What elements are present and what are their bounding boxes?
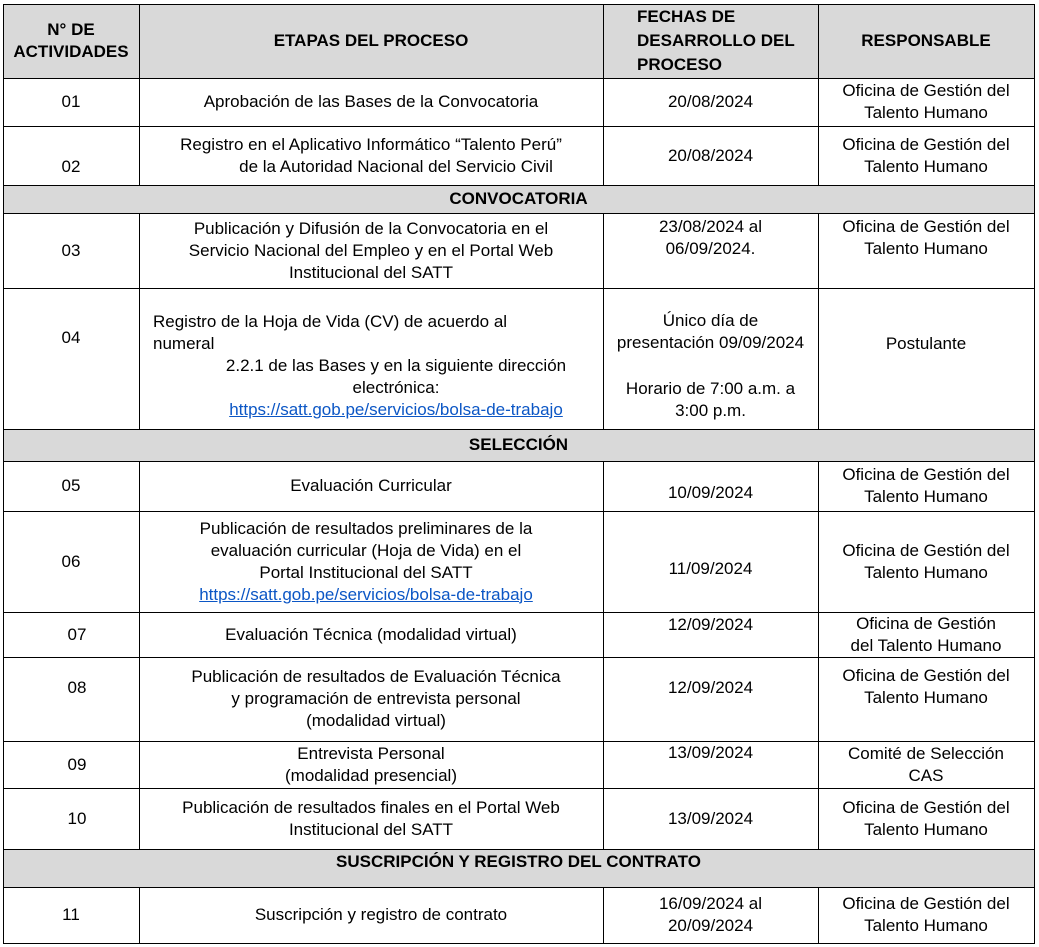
date-line: 3:00 p.m. xyxy=(675,401,746,420)
row-09-resp xyxy=(818,741,1034,788)
row-11-resp xyxy=(818,887,1034,943)
resp-line: Oficina de Gestión xyxy=(856,613,996,633)
date-line: 16/09/2024 al xyxy=(658,894,763,913)
stage-line: numeral xyxy=(153,334,215,353)
date-line: presentación 09/09/2024 xyxy=(616,333,805,352)
column-border xyxy=(603,213,604,429)
header-dates xyxy=(603,4,818,78)
resp-line: Oficina de Gestión del xyxy=(842,666,1010,685)
row-06-date xyxy=(603,511,818,612)
stage-line: Servicio Nacional del Empleo y en el Portal Web xyxy=(188,240,554,260)
header-activities xyxy=(3,4,139,78)
header-dates-line: DESARROLLO DEL xyxy=(637,31,795,50)
row-11-date xyxy=(603,887,818,943)
resp-line: Comité de Selección xyxy=(848,743,1004,763)
resp-line: Oficina de Gestión del xyxy=(842,465,1010,484)
resp-line: Talento Humano xyxy=(864,819,988,839)
row-04-resp xyxy=(818,288,1034,429)
row-border xyxy=(3,429,1034,430)
stage-line: Portal Institucional del SATT xyxy=(259,562,473,582)
row-border xyxy=(3,788,1034,789)
row-border xyxy=(3,511,1034,512)
header-dates-line: PROCESO xyxy=(637,55,723,74)
row-04-date xyxy=(603,288,818,429)
resp-line: Talento Humano xyxy=(864,156,988,176)
date-line: 10/09/2024 xyxy=(667,483,754,502)
resp-line: Oficina de Gestión del xyxy=(842,797,1010,817)
row-08-date xyxy=(603,657,818,741)
date-line: 12/09/2024 xyxy=(667,678,754,697)
bolsa-trabajo-link[interactable]: https://satt.gob.pe/servicios/bolsa-de-trabajo xyxy=(199,584,533,604)
stage-line: (modalidad virtual) xyxy=(306,711,446,730)
row-07-stage xyxy=(139,612,603,657)
date-line: 11/09/2024 xyxy=(668,558,753,578)
row-03-resp xyxy=(818,213,1034,288)
stage-line: 2.2.1 de las Bases y en la siguiente dirección xyxy=(225,356,567,375)
row-border xyxy=(3,657,1034,658)
header-responsible-text: RESPONSABLE xyxy=(861,31,991,50)
stage-line: Suscripción y registro de contrato xyxy=(254,905,508,924)
stage-line: Publicación y Difusión de la Convocatoria en el xyxy=(193,218,549,238)
stage-line: y programación de entrevista personal xyxy=(231,689,521,708)
stage-line: Aprobación de las Bases de la Convocatoria xyxy=(203,92,539,111)
stage-line: Entrevista Personal xyxy=(297,743,445,763)
row-08-num: 08 xyxy=(67,678,87,697)
date-line: 13/09/2024 xyxy=(667,743,754,762)
date-line: Horario de 7:00 a.m. a xyxy=(625,379,796,398)
row-10-resp xyxy=(818,788,1034,849)
resp-line: Oficina de Gestión del xyxy=(842,540,1010,560)
row-border xyxy=(3,185,1034,186)
column-border xyxy=(1034,4,1035,944)
row-border xyxy=(3,612,1034,613)
resp-line: Talento Humano xyxy=(864,562,988,582)
row-border xyxy=(3,461,1034,462)
row-08-resp xyxy=(818,657,1034,741)
resp-line: Oficina de Gestión del xyxy=(842,217,1010,236)
column-border xyxy=(139,887,140,944)
date-line: 06/09/2024. xyxy=(665,239,756,258)
column-border xyxy=(818,4,819,185)
resp-line: Oficina de Gestión del xyxy=(842,81,1010,100)
row-01-num: 01 xyxy=(61,92,81,111)
row-05-num: 05 xyxy=(61,476,81,495)
column-border xyxy=(818,213,819,429)
date-line: 23/08/2024 al xyxy=(658,217,763,236)
stage-line: electrónica: xyxy=(352,378,440,397)
column-border xyxy=(818,461,819,849)
section-convocatoria: CONVOCATORIA xyxy=(3,185,1034,213)
section-suscripcion: SUSCRIPCIÓN Y REGISTRO DEL CONTRATO xyxy=(3,849,1034,887)
stage-line: Evaluación Curricular xyxy=(290,476,452,495)
row-09-stage xyxy=(139,741,603,788)
row-03-num: 03 xyxy=(61,240,81,260)
row-04-stage xyxy=(139,288,603,429)
row-01-stage xyxy=(139,78,603,126)
column-border xyxy=(603,461,604,849)
resp-line: Talento Humano xyxy=(864,103,988,122)
resp-line: Talento Humano xyxy=(864,916,988,935)
column-border xyxy=(139,213,140,429)
row-05-stage xyxy=(139,461,603,511)
date-spacer xyxy=(603,354,818,378)
row-07-resp xyxy=(818,612,1034,657)
row-border xyxy=(3,741,1034,742)
row-06-resp xyxy=(818,511,1034,612)
column-border xyxy=(603,887,604,944)
column-border xyxy=(603,4,604,185)
stage-line: Publicación de resultados de Evaluación Técnica xyxy=(191,667,561,686)
stage-line: Publicación de resultados preliminares de la xyxy=(199,518,533,538)
stage-line: Publicación de resultados finales en el Portal Web xyxy=(182,797,560,817)
resp-line: Oficina de Gestión del xyxy=(842,894,1010,913)
row-border xyxy=(3,849,1034,850)
date-line: Único día de xyxy=(662,311,759,330)
row-02-resp xyxy=(818,126,1034,185)
column-border xyxy=(139,461,140,849)
resp-line: Postulante xyxy=(885,333,967,353)
resp-line: del Talento Humano xyxy=(850,635,1002,655)
date-line: 13/09/2024 xyxy=(667,808,754,828)
header-responsible xyxy=(818,4,1034,78)
row-07-date xyxy=(603,612,818,657)
row-02-num: 02 xyxy=(61,156,81,176)
row-06-stage xyxy=(139,511,603,612)
resp-line: Talento Humano xyxy=(864,487,988,506)
date-line: 20/09/2024 xyxy=(667,916,754,935)
row-border xyxy=(3,213,1034,214)
column-border xyxy=(818,887,819,944)
row-11-stage xyxy=(139,887,603,943)
header-activities-line: N° DE xyxy=(47,20,95,39)
date-line: 12/09/2024 xyxy=(667,615,754,634)
row-border xyxy=(3,887,1034,888)
header-stages-text: ETAPAS DEL PROCESO xyxy=(273,31,469,50)
row-border xyxy=(3,943,1034,944)
header-stages xyxy=(139,4,603,78)
row-02-date xyxy=(603,126,818,185)
row-10-num: 10 xyxy=(67,808,87,828)
bolsa-trabajo-link[interactable]: https://satt.gob.pe/servicios/bolsa-de-trabajo xyxy=(229,400,563,419)
column-border xyxy=(139,4,140,185)
stage-line: Evaluación Técnica (modalidad virtual) xyxy=(225,624,517,644)
row-02-stage xyxy=(139,126,603,185)
row-01-date xyxy=(603,78,818,126)
resp-line: Talento Humano xyxy=(864,688,988,707)
stage-line: Registro de la Hoja de Vida (CV) de acuerdo al xyxy=(153,312,508,331)
stage-line: evaluación curricular (Hoja de Vida) en el xyxy=(210,540,522,560)
resp-line: Talento Humano xyxy=(864,239,988,258)
row-06-num: 06 xyxy=(61,551,81,571)
date-line: 20/08/2024 xyxy=(667,92,754,111)
row-11-num: 11 xyxy=(62,905,80,924)
row-border xyxy=(3,288,1034,289)
row-border xyxy=(3,126,1034,127)
stage-line: Registro en el Aplicativo Informático “Talento Perú” xyxy=(180,134,562,154)
row-01-resp xyxy=(818,78,1034,126)
row-08-stage xyxy=(139,657,603,741)
row-09-date xyxy=(603,741,818,788)
row-04-num: 04 xyxy=(61,327,81,347)
header-dates-line: FECHAS DE xyxy=(637,7,736,26)
column-border xyxy=(3,4,4,944)
stage-line: (modalidad presencial) xyxy=(285,765,457,785)
stage-line: Institucional del SATT xyxy=(288,262,454,282)
row-03-stage xyxy=(139,213,603,288)
resp-line: Oficina de Gestión del xyxy=(842,134,1010,154)
row-07-num: 07 xyxy=(67,624,87,644)
row-border xyxy=(3,78,1034,79)
header-activities-line: ACTIVIDADES xyxy=(13,42,129,61)
stage-line: de la Autoridad Nacional del Servicio Civil xyxy=(239,156,553,176)
row-05-resp xyxy=(818,461,1034,511)
row-10-date xyxy=(603,788,818,849)
row-03-date xyxy=(603,213,818,288)
date-line: 20/08/2024 xyxy=(667,145,754,165)
stage-line: Institucional del SATT xyxy=(288,819,454,839)
resp-line: CAS xyxy=(908,765,944,785)
row-05-date xyxy=(603,461,818,511)
row-border xyxy=(3,4,1034,5)
section-seleccion: SELECCIÓN xyxy=(3,429,1034,461)
row-10-stage xyxy=(139,788,603,849)
row-09-num: 09 xyxy=(67,754,87,774)
